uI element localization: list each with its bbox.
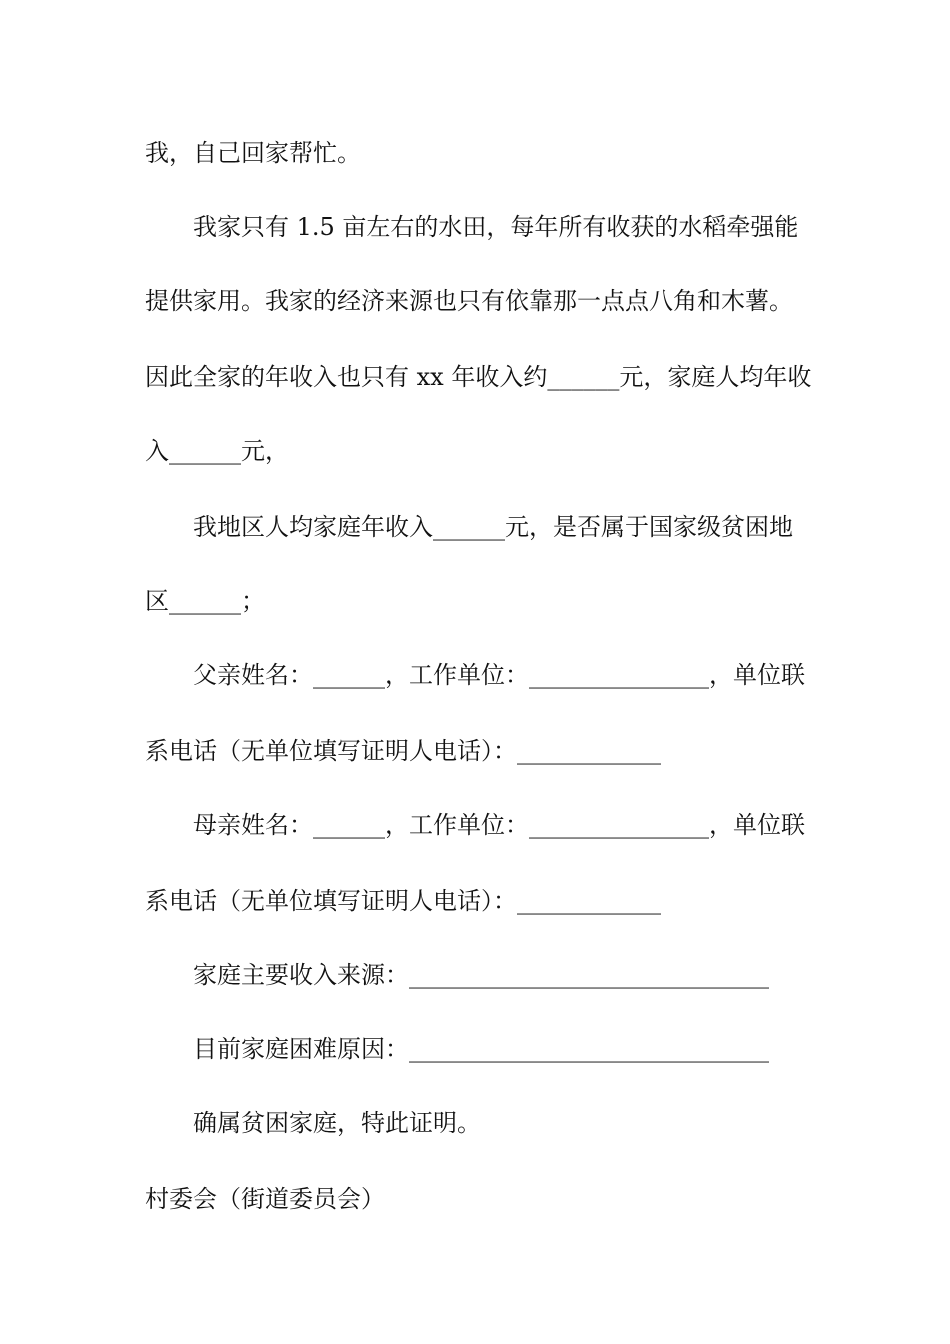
mother-phone-line: 系电话（无单位填写证明人电话）：____________ (145, 887, 661, 915)
text-line-4: 因此全家的年收入也只有 xx 年收入约______元，家庭人均年收 (145, 363, 812, 391)
certification-line: 确属贫困家庭，特此证明。 (193, 1109, 481, 1137)
text-line-6: 我地区人均家庭年收入______元，是否属于国家级贫困地 (193, 513, 793, 541)
text-line-1: 我，自己回家帮忙。 (145, 139, 361, 167)
mother-info-line: 母亲姓名：______，工作单位：_______________，单位联 (193, 811, 805, 839)
text-line-5: 入______元， (145, 437, 289, 465)
father-info-line: 父亲姓名：______，工作单位：_______________，单位联 (193, 661, 805, 689)
text-line-7: 区______； (145, 587, 265, 615)
difficulty-reason-line: 目前家庭困难原因：______________________________ (193, 1035, 769, 1063)
text-line-2: 我家只有 1.5 亩左右的水田，每年所有收获的水稻牵强能 (193, 213, 799, 241)
father-phone-line: 系电话（无单位填写证明人电话）：____________ (145, 737, 661, 765)
committee-line: 村委会（街道委员会） (145, 1185, 385, 1213)
text-line-3: 提供家用。我家的经济来源也只有依靠那一点点八角和木薯。 (145, 287, 793, 315)
income-source-line: 家庭主要收入来源：______________________________ (193, 961, 769, 989)
